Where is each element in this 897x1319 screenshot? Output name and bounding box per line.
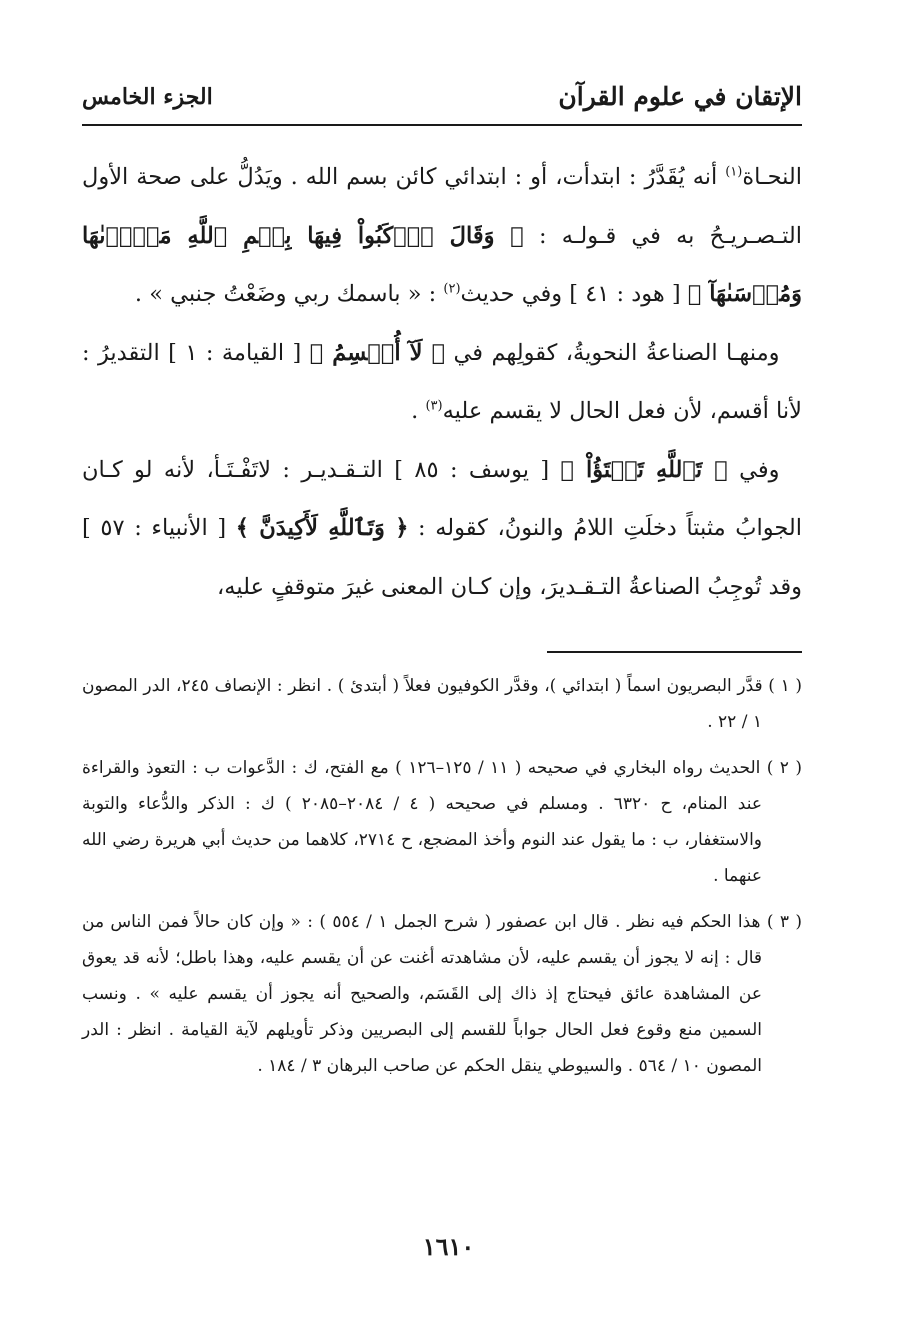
page-number: ١٦١٠ [422, 1232, 475, 1261]
running-header [82, 78, 802, 126]
text-run: النحـاة [742, 164, 802, 190]
paragraph-3 [82, 441, 802, 617]
text-run: : « باسمك ربي وضَعْتُ جنبي » . [134, 281, 444, 307]
quran-verse: ﴿ وَتَٱللَّهِ لَأَكِيدَنَّ ﴾ [235, 515, 409, 541]
footnote-ref-2: (٢) [443, 281, 461, 297]
text-run: ومنهـا الصناعةُ النحويةُ، كقولِهم في [445, 339, 780, 366]
text-run: [ هود : ٤١ ] وفي حديث [460, 281, 688, 307]
footnote-separator [547, 651, 802, 653]
text-run: وفي [727, 456, 780, 483]
footnote-ref-3: (٣) [425, 398, 443, 414]
footnote-3: ( ٣ ) هذا الحكم فيه نظر . قال ابن عصفور ( شرح الجمل ١ / ٥٥٤ ) : « وإن كان حالاً فمن الناس من قال : إنه لا يجوز أن يقسم عليه، لأن مشاهدته أغنت عن أن يقسم عليه، وهذا باطل؛ لأنه قد يعوق عن المشاهدة عائق فيحتاج إذ ذاك إلى القَسَم، والصحيح أنه يجوز أن يقسم عليه » . ونسب السمين منع وقوع فعل الحال جواباً للقسم إلى البصريين وذكر تأويلهم لآية القيامة . انظر : الدر المصون ١٠ / ٥٦٤ . والسيوطي ينقل الحكم عن صاحب البرهان ٣ / ١٨٤ . [82, 912, 802, 1076]
text-run: [ يوسف : ٨٥ ] التـقـديـر : لاتَفْـتَـأ، لأنه لو كـان الجوابُ مثبتاً دخلَتِ اللامُ والنونُ، كقوله : [82, 456, 802, 541]
book-title: الإتقان في علوم القرآن [558, 82, 802, 111]
text-run: أنه يُقَدَّرُ : ابتدأت، أو : ابتدائي كائن بسم الله . ويَدُلُّ على صحة الأول التـصـريـحُ به في قـولـه : [82, 164, 802, 249]
quran-verse: ﴿ وَقَالَ ٱرۡكَبُواْ فِيهَا بِسۡمِ ٱللَّهِ مَجۡرٜىٰهَا وَمُرۡسَىٰهَآ ﴾ [82, 222, 802, 307]
paragraph-2 [82, 324, 802, 441]
footnote-2: ( ٢ ) الحديث رواه البخاري في صحيحه ( ١١ / ١٢٥–١٢٦ ) مع الفتح، ك : الدَّعوات ب : التعوذ والقراءة عند المنام، ح ٦٣٢٠ . ومسلم في صحيحه ( ٤ / ٢٠٨٤–٢٠٨٥ ) ك : الذكر والدُّعاء والتوبة والاستغفار، ب : ما يقول عند النوم وأخذ المضجع، ح ٢٧١٤، كلاهما من حديث أبي هريرة رضي الله عنهما . [82, 758, 802, 886]
footnote-1: ( ١ ) قدَّر البصريون اسماً ( ابتدائي )، وقدَّر الكوفيون فعلاً ( أبتدئ ) . انظر : الإنصاف ٢٤٥، الدر المصون ١ / ٢٢ . [82, 676, 802, 732]
quran-verse: ﴿ تَٱللَّهِ تَفۡتَؤُاْ ﴾ [560, 456, 728, 483]
quran-verse: ﴿ لَآ أُقۡسِمُ ﴾ [309, 339, 446, 366]
footnotes [82, 668, 802, 1094]
text-run: . [411, 398, 426, 424]
main-text [82, 148, 802, 616]
text-run: [ القيامة : ١ ] التقديرُ : لأنا أقسم، لأن فعل الحال لا يقسم عليه [82, 339, 802, 424]
volume-label: الجزء الخامس [82, 84, 213, 110]
text-run: [ الأنبياء : ٥٧ ] وقد تُوجِبُ الصناعةُ التـقـديرَ، وإن كـان المعنى غيرَ متوقفٍ عليه، [82, 515, 802, 600]
footnote-ref-1: (١) [725, 164, 743, 180]
paragraph-1 [82, 148, 802, 324]
